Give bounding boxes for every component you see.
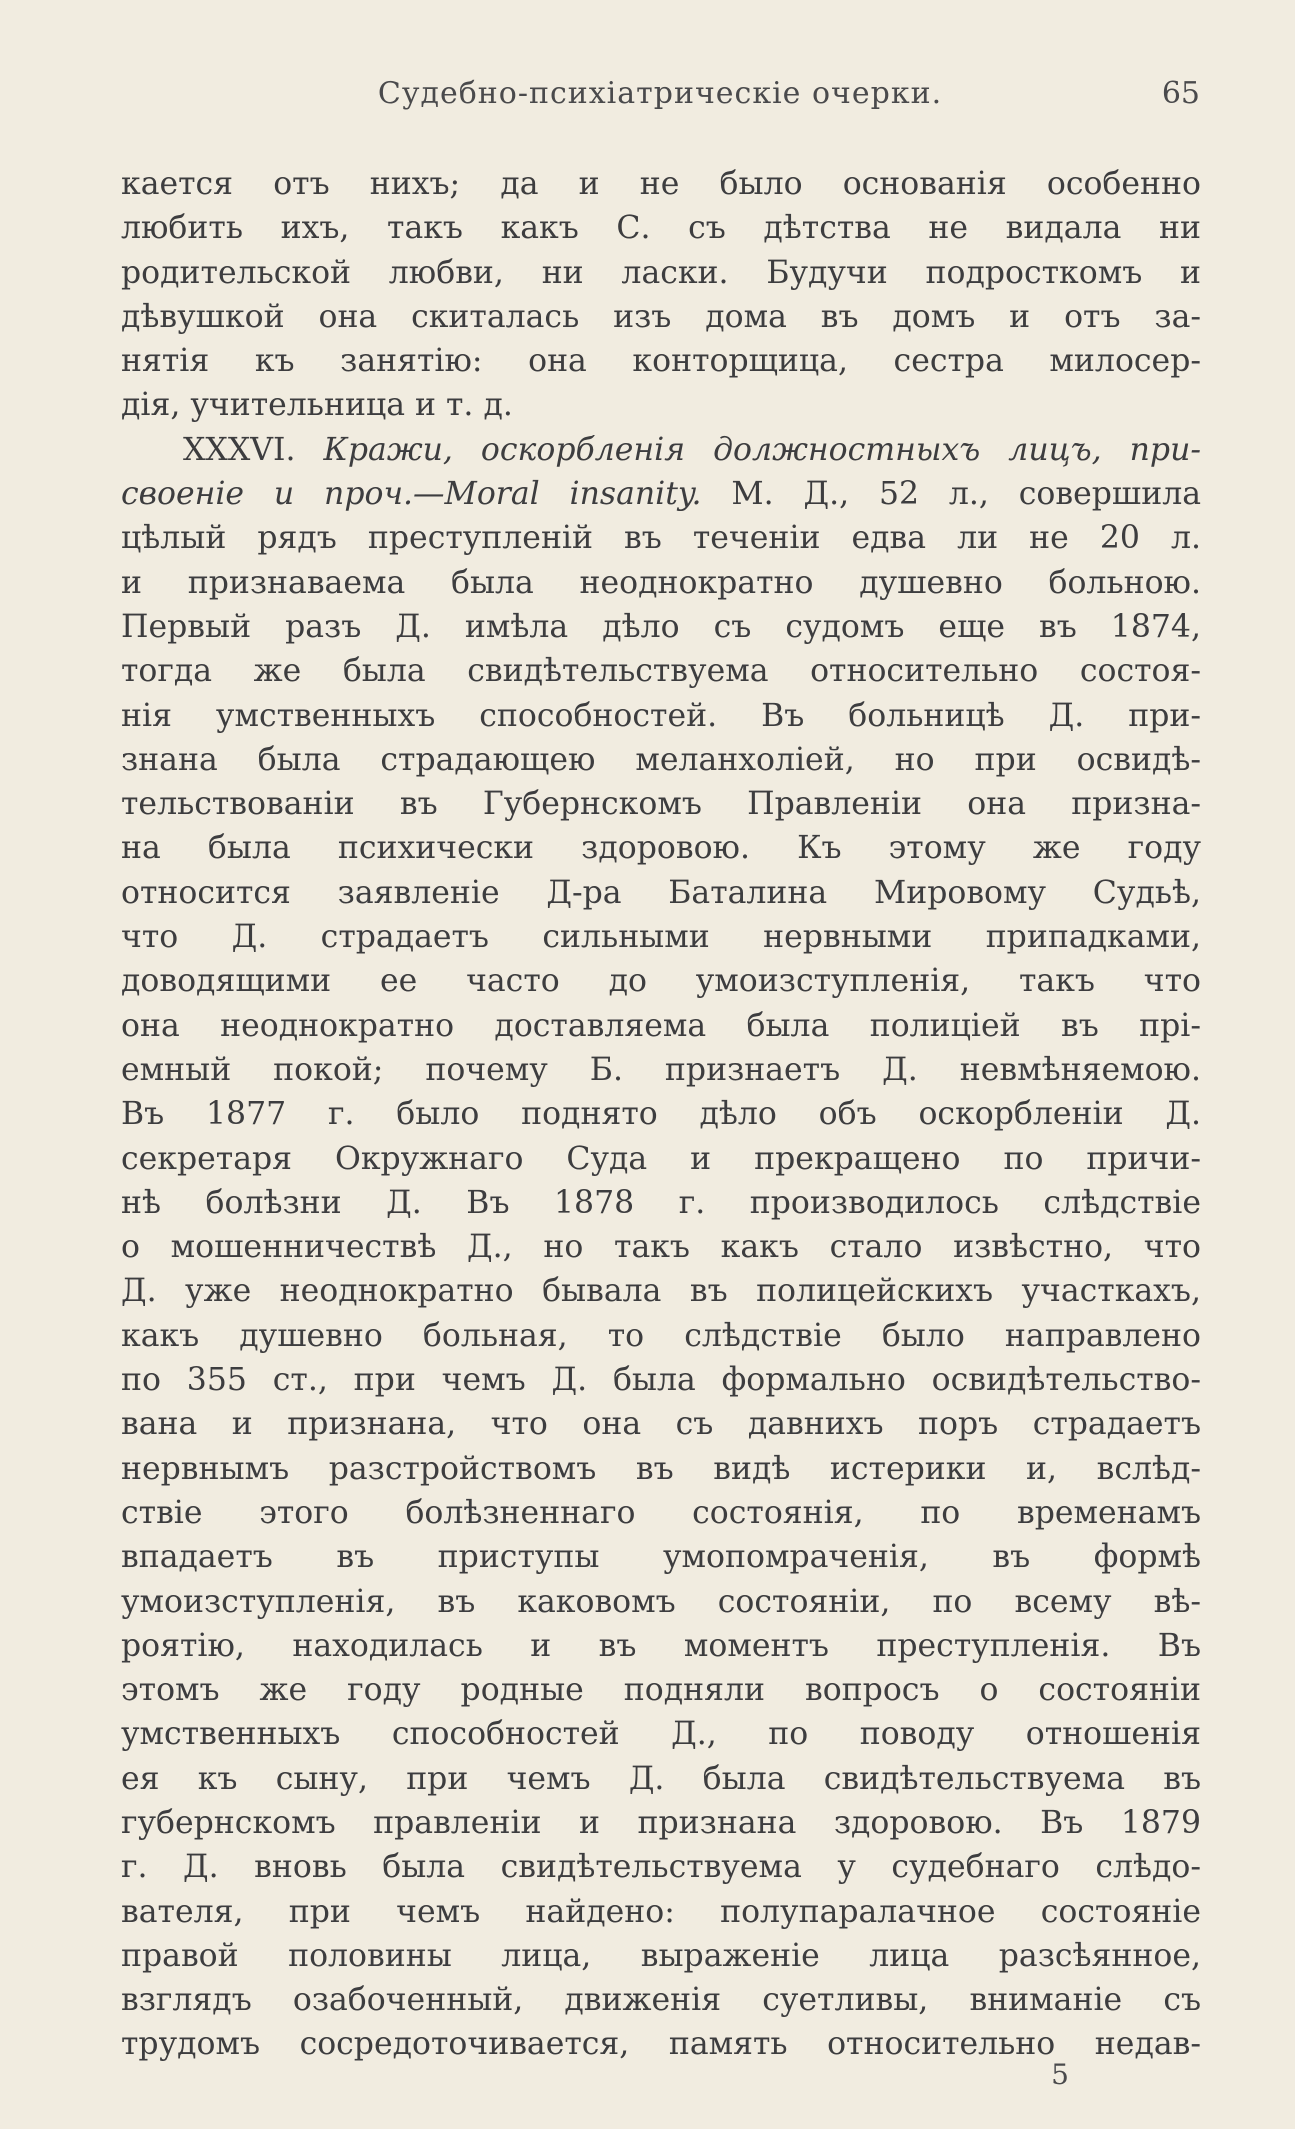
section-number: XXXVI. <box>183 431 296 468</box>
section-title-continued: своеніе и проч.—Moral insanity. <box>121 476 702 513</box>
text-line: нятія къ занятію: она конторщица, сестра милосер- <box>121 343 1201 380</box>
page-number: 65 <box>1161 76 1200 111</box>
signature-mark: 5 <box>1051 2058 1069 2091</box>
text-line: роятію, находилась и въ моментъ преступленія. Въ <box>121 1627 1201 1664</box>
text-line: о мошенничествѣ Д., но такъ какъ стало извѣстно, что <box>121 1229 1201 1266</box>
text-line: какъ душевно больная, то слѣдствіе было направлено <box>121 1317 1201 1354</box>
text-line: впадаетъ въ приступы умопомраченія, въ формѣ <box>121 1539 1201 1576</box>
text-line: тогда же была свидѣтельствуема относительно состоя- <box>121 653 1201 690</box>
text-line: емный покой; почему Б. признаетъ Д. невмѣняемою. <box>121 1051 1201 1088</box>
text-line: нѣ болѣзни Д. Въ 1878 г. производилось слѣдствіе <box>121 1184 1201 1221</box>
section-text: М. Д., 52 л., совершила <box>731 476 1201 513</box>
running-head: Судебно-психіатрическіе очерки. <box>377 76 943 111</box>
text-line: нія умственныхъ способностей. Въ больницѣ Д. при- <box>121 697 1201 734</box>
text-line: вателя, при чемъ найдено: полупаралачное состояніе <box>121 1893 1201 1930</box>
text-line: секретаря Окружнаго Суда и прекращено по причи- <box>121 1140 1201 1177</box>
text-line: Д. уже неоднократно бывала въ полицейскихъ участкахъ, <box>121 1273 1201 1310</box>
text-line: умственныхъ способностей Д., по поводу отношенія <box>121 1716 1201 1753</box>
text-line: относится заявленіе Д-ра Баталина Мировому Судьѣ, <box>121 874 1201 911</box>
text-line: и признаваема была неоднократно душевно больною. <box>121 564 1201 601</box>
text-line: правой половины лица, выраженіе лица разсѣянное, <box>121 1937 1201 1974</box>
text-line: нервнымъ разстройствомъ въ видѣ истерики и, вслѣд- <box>121 1450 1201 1487</box>
section-heading-line <box>121 428 1201 472</box>
text-line: г. Д. вновь была свидѣтельствуема у судебнаго слѣдо- <box>121 1849 1201 1886</box>
text-line: кается отъ нихъ; да и не было основанія особенно <box>121 166 1201 202</box>
text-line: трудомъ сосредоточивается, память относительно недав- <box>121 2026 1201 2063</box>
text-line: она неоднократно доставляема была полиціей въ прі- <box>121 1007 1201 1044</box>
text-line: этомъ же году родные подняли вопросъ о состояніи <box>121 1672 1201 1709</box>
body-text <box>121 162 1201 2067</box>
text-line: доводящими ее часто до умоизступленія, такъ что <box>121 963 1201 1000</box>
text-line: тельствованіи въ Губернскомъ Правленіи она призна- <box>121 786 1201 823</box>
text-line: ея къ сыну, при чемъ Д. была свидѣтельствуема въ <box>121 1760 1201 1797</box>
text-line: вана и признана, что она съ давнихъ поръ страдаетъ <box>121 1406 1201 1443</box>
page-header <box>120 76 1200 126</box>
text-line: взглядъ озабоченный, движенія суетливы, вниманіе съ <box>121 1982 1201 2019</box>
text-line: умоизступленія, въ каковомъ состояніи, по всему вѣ- <box>121 1583 1201 1620</box>
text-line: знана была страдающею меланхоліей, но при освидѣ- <box>121 741 1201 778</box>
section-title: Кражи, оскорбленія должностныхъ лицъ, при- <box>323 431 1201 468</box>
text-line: что Д. страдаетъ сильными нервными припадками, <box>121 919 1201 956</box>
text-line: цѣлый рядъ преступленій въ теченіи едва ли не 20 л. <box>121 520 1201 557</box>
text-line: Первый разъ Д. имѣла дѣло съ судомъ еще въ 1874, <box>121 608 1201 645</box>
text-line: родительской любви, ни ласки. Будучи подросткомъ и <box>121 254 1201 291</box>
text-line: дѣвушкой она скиталась изъ дома въ домъ и отъ за- <box>121 298 1201 335</box>
text-line: Въ 1877 г. было поднято дѣло объ оскорбленіи Д. <box>121 1096 1201 1133</box>
text-line: губернскомъ правленіи и признана здоровою. Въ 1879 <box>121 1804 1201 1841</box>
text-line: по 355 ст., при чемъ Д. была формально освидѣтельство- <box>121 1362 1201 1399</box>
section-heading-line <box>121 472 1201 516</box>
text-line: дія, учительница и т. д. <box>121 387 513 424</box>
text-line: ствіе этого болѣзненнаго состоянія, по временамъ <box>121 1494 1201 1531</box>
text-line: на была психически здоровою. Къ этому же году <box>121 830 1201 867</box>
text-line: любить ихъ, такъ какъ С. съ дѣтства не видала ни <box>121 210 1201 247</box>
